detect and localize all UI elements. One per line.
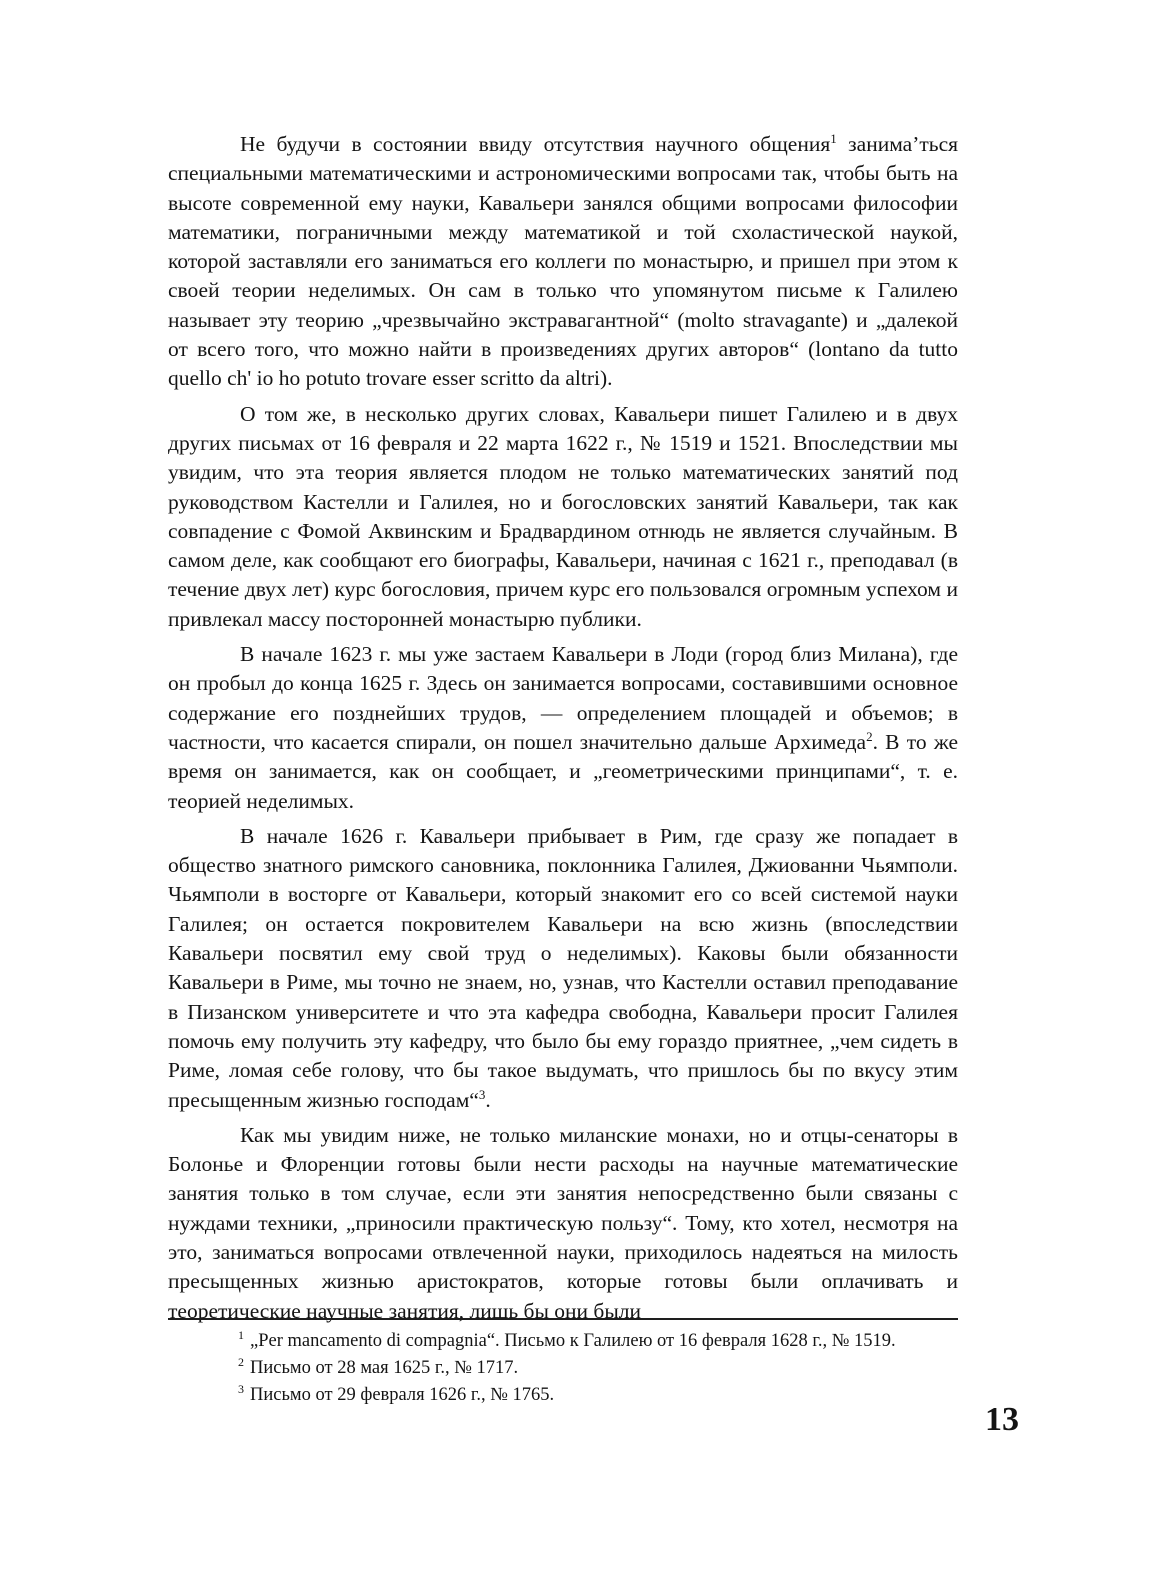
paragraph (168, 400, 958, 634)
text-segment: Не будучи в состоянии ввиду отсутствия научного общения (240, 132, 831, 156)
footnote-divider (168, 1318, 958, 1320)
footnote-number: 1 (238, 1327, 244, 1342)
text-segment: Как мы увидим ниже, не только миланские монахи, но и отцы-сенаторы в Болонье и Флоренции готовы были нести расходы на научные математические занятия только в том случае, если эти занятия непосредственно были связаны с нуждами техники, „приносили практическую пользу“. Тому, кто хотел, несмотря на это, заниматься вопросами отвлеченной науки, приходилось надеяться на милость пресыщенных жизнью аристократов, которые готовы были оплачивать и теоретические научные занятия, лишь бы они были (168, 1122, 958, 1323)
text-segment: В начале 1623 г. мы уже застаем Кавальери в Лоди (город близ Милана), где он пробыл до конца 1625 г. Здесь он занимается вопросами, составившими основное содержание его позднейших трудов, — определением площадей и объемов; в частности, что касается спирали, он пошел значительно дальше Архимеда (168, 642, 958, 754)
text-segment: . (485, 1087, 491, 1112)
footnotes (168, 1328, 958, 1409)
footnote (168, 1328, 958, 1355)
paragraph (168, 822, 958, 1115)
paragraph (168, 130, 958, 394)
text-segment: занимаʼться специальными математическими и астрономическими вопросами так, чтобы быть на высоте современной ему науки, Кавальери занялся общими вопросами философии математики, пограничными между математикой и той схоластической наукой, которой заставляли его заниматься его коллеги по монастырю, и пришел при этом к своей теории неделимых. Он сам в только что упомянутом письме к Галилею называет эту теорию „чрезвычайно экстравагантной“ (molto stravagante) и „далекой от всего того, что можно найти в произведениях других авторов“ (lontano da tutto quello ch' io ho potuto trovare esser scritto da altri). (168, 132, 959, 391)
page-number: 13 (985, 1401, 1019, 1438)
paragraph (168, 640, 958, 816)
footnote-reference: 3 (478, 1086, 486, 1102)
footnote-number: 3 (238, 1381, 244, 1396)
footnote-reference: 1 (830, 130, 837, 146)
text-segment: О том же, в несколько других словах, Кавальери пишет Галилею и в двух других письмах от 16 февраля и 22 марта 1622 г., № 1519 и 1521. Впоследствии мы увидим, что эта теория является плодом не только математических занятий под руководством Кастелли и Галилея, но и богословских занятий Кавальери, так как совпадение с Фомой Аквинским и Брадвардином отнюдь не является случайным. В самом деле, как сообщают его биографы, Кавальери, начиная с 1621 г., преподавал (в течение двух лет) курс богословия, причем курс его пользовался огромным успехом и привлекал массу посторонней монастырю публики. (168, 401, 958, 631)
footnote-text: „Per mancamento di compagnia“. Письмо к Галилею от 16 февраля 1628 г., № 1519. (250, 1331, 896, 1351)
main-text (168, 130, 958, 1332)
paragraph (168, 1121, 958, 1326)
footnote (168, 1355, 958, 1382)
text-segment: . В то же время он занимается, как он сообщает, и „геометрическими принципами“, т. е. теорией неделимых. (168, 729, 958, 813)
footnote-text: Письмо от 28 мая 1625 г., № 1717. (250, 1358, 519, 1378)
footnote-text: Письмо от 29 февраля 1626 г., № 1765. (250, 1385, 555, 1405)
footnote-reference: 2 (866, 728, 873, 744)
text-segment: В начале 1626 г. Кавальери прибывает в Рим, где сразу же попадает в общество знатного римского сановника, поклонника Галилея, Джиованни Чьямполи. Чьямполи в восторге от Кавальери, который знакомит его со всей системой науки Галилея; он остается покровителем Кавальери на всю жизнь (впоследствии Кавальери посвятил ему свой труд о неделимых). Каковы были обязанности Кавальери в Риме, мы точно не знаем, но, узнав, что Кастелли оставил преподавание в Пизанском университете и что эта кафедра свободна, Кавальери просит Галилея помочь ему получить эту кафедру, что было бы ему гораздо приятнее, „чем сидеть в Риме, ломая себе голову, что бы такое выдумать, что пришлось бы по вкусу этим пресыщенным жизнью господам“ (168, 823, 958, 1112)
footnote-number: 2 (238, 1354, 244, 1369)
footnote (168, 1382, 958, 1409)
